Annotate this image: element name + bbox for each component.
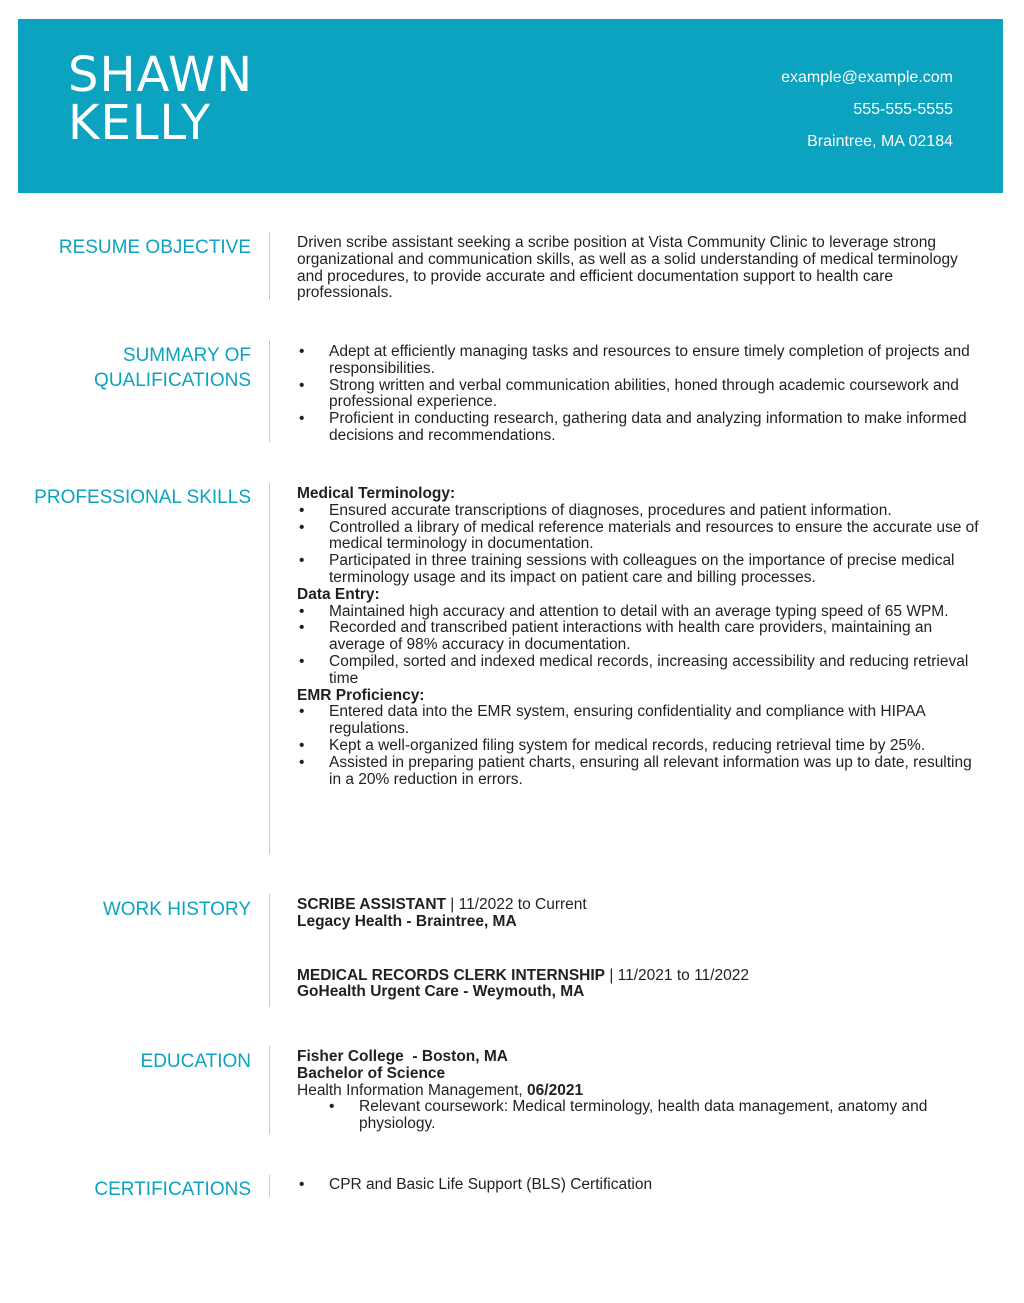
school-location: - Boston, MA xyxy=(403,1048,508,1065)
employer: Legacy Health xyxy=(297,912,403,930)
list-item: • Relevant coursework: Medical terminology, health data management, anatomy and physiology. xyxy=(297,1099,987,1133)
section-divider xyxy=(269,1046,270,1134)
job-location: - Weymouth, MA xyxy=(458,983,585,1001)
education-list xyxy=(297,1099,987,1133)
certifications-title: CERTIFICATIONS xyxy=(94,1179,251,1200)
objective-title: RESUME OBJECTIVE xyxy=(58,237,251,258)
list-item: • Kept a well-organized filing system for medical records, reducing retrieval time by 25%. xyxy=(297,738,987,755)
list-item: • Entered data into the EMR system, ensuring confidentiality and compliance with HIPAA regulations. xyxy=(297,704,987,738)
list-item: • Compiled, sorted and indexed medical records, increasing accessibility and reducing retrieval time xyxy=(297,654,987,688)
first-name: SHAWN xyxy=(68,47,254,103)
job-title: SCRIBE ASSISTANT xyxy=(297,896,446,913)
contact-info xyxy=(781,62,953,158)
list-item: • Controlled a library of medical reference materials and resources to ensure the accurate use of medical terminology in documentation. xyxy=(297,520,987,554)
skill-group-list xyxy=(297,604,987,688)
phone: 555-555-5555 xyxy=(853,101,953,118)
list-item: • Strong written and verbal communication abilities, honed through academic coursework and professional experience. xyxy=(297,378,987,412)
qualifications-body xyxy=(297,344,987,445)
school-name: Fisher College xyxy=(297,1048,404,1065)
job-dates: | 11/2021 to 11/2022 xyxy=(605,966,749,984)
list-item: • Participated in three training sessions with colleagues on the importance of precise medical terminology usage and its impact on patient care and billing processes. xyxy=(297,553,987,587)
section-divider xyxy=(269,894,270,1007)
graduation-date: 06/2021 xyxy=(527,1081,584,1099)
objective-text: Driven scribe assistant seeking a scribe position at Vista Community Clinic to leverage strong organizational and communication skills, as well as a solid understanding of medical terminology and procedures, to provide accurate and efficient documentation support to health care professionals. xyxy=(297,234,958,302)
skills-title: PROFESSIONAL SKILLS xyxy=(34,487,251,508)
list-item: • Adept at efficiently managing tasks and resources to ensure timely completion of projects and responsibilities. xyxy=(297,344,987,378)
employer: GoHealth Urgent Care xyxy=(297,983,459,1001)
section-divider xyxy=(269,1175,270,1197)
skill-group-list xyxy=(297,704,987,788)
qualifications-title-line1: SUMMARY OF xyxy=(122,345,251,366)
degree: Bachelor of Science xyxy=(297,1064,446,1082)
work-body xyxy=(297,897,987,1001)
candidate-name xyxy=(68,47,254,151)
list-item: • Maintained high accuracy and attention to detail with an average typing speed of 65 WPM. xyxy=(297,604,987,621)
job-entry xyxy=(297,968,987,1002)
skills-body xyxy=(297,486,987,788)
skill-group-heading: EMR Proficiency: xyxy=(297,686,425,704)
resume-header xyxy=(18,19,1003,193)
section-divider xyxy=(269,340,270,442)
certifications-list xyxy=(297,1177,987,1194)
skill-group-heading: Medical Terminology: xyxy=(297,485,456,502)
qualifications-list xyxy=(297,344,987,445)
skill-group-list xyxy=(297,503,987,587)
section-divider xyxy=(269,232,270,300)
list-item: • Proficient in conducting research, gathering data and analyzing information to make informed decisions and recommendations. xyxy=(297,411,987,445)
list-item: • Ensured accurate transcriptions of diagnoses, procedures and patient information. xyxy=(297,503,987,520)
qualifications-title-line2: QUALIFICATIONS xyxy=(94,370,251,391)
list-item: • CPR and Basic Life Support (BLS) Certification xyxy=(297,1177,987,1194)
field-of-study: Health Information Management, xyxy=(297,1081,528,1099)
section-divider xyxy=(269,483,270,854)
education-title: EDUCATION xyxy=(140,1051,251,1072)
job-dates: | 11/2022 to Current xyxy=(445,896,587,913)
education-body xyxy=(297,1049,987,1133)
address: Braintree, MA 02184 xyxy=(807,133,953,150)
skill-group-heading: Data Entry: xyxy=(297,585,380,603)
qualifications-title xyxy=(30,343,251,393)
work-title: WORK HISTORY xyxy=(102,899,251,920)
list-item: • Recorded and transcribed patient interactions with health care providers, maintaining an average of 98% accuracy in documentation. xyxy=(297,620,987,654)
list-item: • Assisted in preparing patient charts, ensuring all relevant information was up to date, resulting in a 20% reduction in errors. xyxy=(297,755,987,789)
job-entry xyxy=(297,897,987,931)
email: example@example.com xyxy=(781,69,953,86)
objective-body xyxy=(297,235,987,302)
job-location: - Braintree, MA xyxy=(402,912,517,930)
last-name: KELLY xyxy=(68,95,212,151)
certifications-body xyxy=(297,1177,987,1194)
job-title: MEDICAL RECORDS CLERK INTERNSHIP xyxy=(297,966,606,984)
